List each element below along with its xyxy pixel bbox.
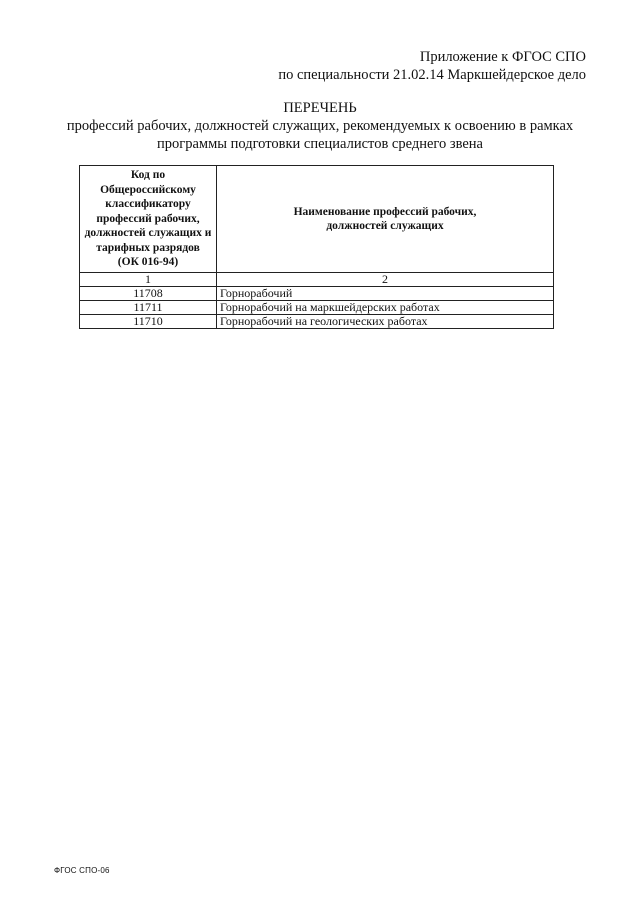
- table-header-row: [80, 166, 554, 273]
- profession-name: Горнорабочий на маркшейдерских работах: [217, 301, 554, 315]
- header-name-line: Наименование профессий рабочих,: [293, 205, 477, 218]
- header-code-line: классификатору: [105, 198, 191, 211]
- column-number: 1: [80, 273, 217, 287]
- header-code-line: должностей служащих и: [84, 227, 212, 240]
- profession-name: Горнорабочий: [217, 287, 554, 301]
- column-number: 2: [217, 273, 554, 287]
- table-row: [80, 287, 554, 301]
- title-line-2: программы подготовки специалистов среднего звена: [157, 136, 483, 152]
- profession-code: 11710: [80, 315, 217, 329]
- document-title: [0, 99, 640, 153]
- professions-table: [79, 165, 554, 329]
- header-name-column: [217, 166, 554, 273]
- title-line-1: профессий рабочих, должностей служащих, рекомендуемых к освоению в рамках: [66, 118, 574, 134]
- header-code-column: [80, 166, 217, 273]
- table-row: [80, 301, 554, 315]
- appendix-note: [278, 48, 586, 84]
- title-heading: ПЕРЕЧЕНЬ: [283, 100, 357, 116]
- header-code-line: Код по: [130, 169, 166, 182]
- appendix-line-2: по специальности 21.02.14 Маркшейдерское дело: [278, 67, 586, 83]
- header-code-line: Общероссийскому: [100, 183, 196, 196]
- profession-code: 11708: [80, 287, 217, 301]
- table-row: [80, 315, 554, 329]
- header-name-line: должностей служащих: [326, 220, 444, 232]
- footer-label: ФГОС СПО-06: [54, 866, 110, 875]
- header-code-line: профессий рабочих,: [96, 212, 200, 225]
- profession-code: 11711: [80, 301, 217, 315]
- column-numbers-row: [80, 273, 554, 287]
- profession-name: Горнорабочий на геологических работах: [217, 315, 554, 329]
- appendix-line-1: Приложение к ФГОС СПО: [419, 49, 586, 65]
- header-code-line: тарифных разрядов: [96, 241, 200, 254]
- header-code-line: (ОК 016-94): [117, 256, 179, 269]
